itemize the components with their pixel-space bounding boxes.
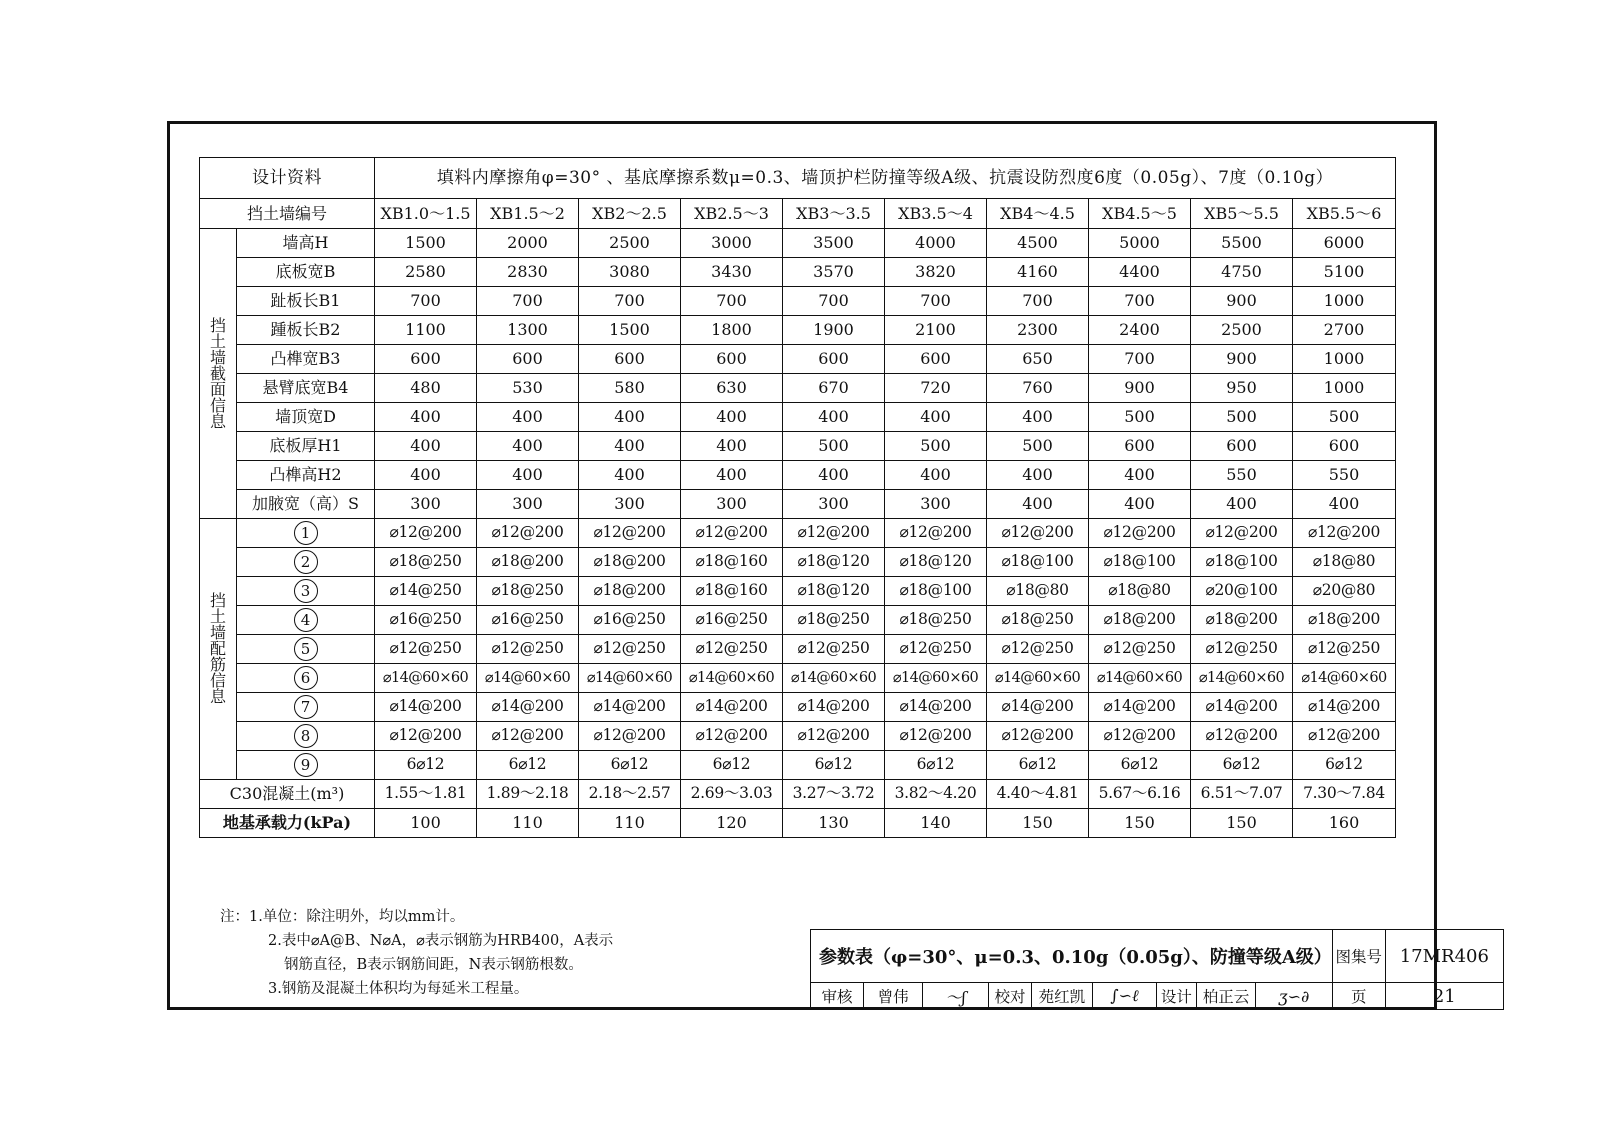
- rebar-cell: ⌀12@200: [1293, 519, 1396, 548]
- value-cell: 700: [1089, 345, 1191, 374]
- value-cell: 5100: [1293, 258, 1396, 287]
- value-cell: 900: [1089, 374, 1191, 403]
- review-label: 审核: [811, 983, 864, 1010]
- rebar-number-cell: [237, 693, 375, 722]
- bearing-cell: 150: [1089, 809, 1191, 838]
- atlas-number: 17MR406: [1385, 930, 1503, 983]
- rebar-cell: ⌀12@250: [1089, 635, 1191, 664]
- concrete-cell: 4.40～4.81: [987, 780, 1089, 809]
- rebar-cell: ⌀16@250: [579, 606, 681, 635]
- value-cell: 400: [885, 403, 987, 432]
- rebar-cell: ⌀14@60×60: [987, 664, 1089, 693]
- value-cell: 600: [1293, 432, 1396, 461]
- rebar-cell: ⌀12@200: [783, 519, 885, 548]
- code-cell: XB4.5～5: [1089, 199, 1191, 229]
- value-cell: 700: [477, 287, 579, 316]
- value-cell: 400: [579, 403, 681, 432]
- concrete-cell: 1.89～2.18: [477, 780, 579, 809]
- rebar-cell: ⌀12@250: [1191, 635, 1293, 664]
- value-cell: 600: [681, 345, 783, 374]
- value-cell: 300: [783, 490, 885, 519]
- rebar-cell: ⌀12@200: [681, 519, 783, 548]
- rebar-cell: ⌀18@250: [987, 606, 1089, 635]
- rebar-number-cell: [237, 606, 375, 635]
- value-cell: 2580: [375, 258, 477, 287]
- value-cell: 5000: [1089, 229, 1191, 258]
- value-cell: 950: [1191, 374, 1293, 403]
- heading-char: 配: [209, 639, 226, 658]
- value-cell: 1000: [1293, 374, 1396, 403]
- design-text: 填料内摩擦角φ=30° 、基底摩擦系数μ=0.3、墙顶护栏防撞等级A级、抗震设防烈度6度（0.05g）、7度（0.10g）: [375, 158, 1396, 199]
- rebar-cell: ⌀12@250: [987, 635, 1089, 664]
- value-cell: 700: [987, 287, 1089, 316]
- rebar-cell: ⌀16@250: [681, 606, 783, 635]
- value-cell: 500: [885, 432, 987, 461]
- rebar-cell: ⌀14@200: [1293, 693, 1396, 722]
- rebar-cell: 6⌀12: [375, 751, 477, 780]
- bearing-cell: 150: [1191, 809, 1293, 838]
- value-cell: 550: [1191, 461, 1293, 490]
- rebar-cell: ⌀12@250: [783, 635, 885, 664]
- value-cell: 1500: [375, 229, 477, 258]
- rebar-number-circle: 4: [294, 608, 318, 632]
- row-label: 悬臂底宽B4: [237, 374, 375, 403]
- rebar-cell: ⌀20@80: [1293, 577, 1396, 606]
- heading-char: 信: [209, 395, 226, 415]
- value-cell: 1000: [1293, 345, 1396, 374]
- row-label: 加腋宽（高）S: [237, 490, 375, 519]
- value-cell: 700: [579, 287, 681, 316]
- rebar-number-cell: [237, 635, 375, 664]
- rebar-cell: ⌀18@200: [579, 548, 681, 577]
- value-cell: 720: [885, 374, 987, 403]
- rebar-cell: ⌀12@200: [477, 519, 579, 548]
- heading-char: 筋: [209, 655, 226, 674]
- value-cell: 650: [987, 345, 1089, 374]
- rebar-cell: 6⌀12: [1293, 751, 1396, 780]
- value-cell: 4400: [1089, 258, 1191, 287]
- value-cell: 400: [477, 432, 579, 461]
- heading-char: 息: [209, 687, 226, 706]
- rebar-cell: ⌀18@100: [987, 548, 1089, 577]
- value-cell: 1500: [579, 316, 681, 345]
- page-label: 页: [1332, 983, 1385, 1010]
- bearing-cell: 130: [783, 809, 885, 838]
- rebar-cell: ⌀18@250: [885, 606, 987, 635]
- rebar-cell: ⌀14@250: [375, 577, 477, 606]
- rebar-cell: ⌀18@250: [783, 606, 885, 635]
- heading-char: 墙: [209, 347, 226, 367]
- value-cell: 500: [1191, 403, 1293, 432]
- value-cell: 400: [579, 461, 681, 490]
- rebar-cell: ⌀16@250: [375, 606, 477, 635]
- value-cell: 580: [579, 374, 681, 403]
- rebar-cell: ⌀18@200: [1191, 606, 1293, 635]
- reviewer-signature: 〜ʃ: [923, 983, 989, 1010]
- value-cell: 3430: [681, 258, 783, 287]
- heading-char: 挡: [209, 591, 226, 610]
- value-cell: 400: [885, 461, 987, 490]
- rebar-cell: ⌀18@160: [681, 577, 783, 606]
- value-cell: 400: [579, 432, 681, 461]
- value-cell: 1100: [375, 316, 477, 345]
- rebar-cell: ⌀12@200: [1191, 722, 1293, 751]
- rebar-number-cell: [237, 751, 375, 780]
- rebar-cell: ⌀14@200: [681, 693, 783, 722]
- value-cell: 4160: [987, 258, 1089, 287]
- value-cell: 400: [681, 432, 783, 461]
- rebar-cell: ⌀18@80: [1089, 577, 1191, 606]
- value-cell: 2700: [1293, 316, 1396, 345]
- rebar-cell: ⌀14@200: [375, 693, 477, 722]
- value-cell: 600: [1191, 432, 1293, 461]
- rebar-cell: ⌀14@200: [579, 693, 681, 722]
- rebar-cell: ⌀18@250: [477, 577, 579, 606]
- rebar-cell: ⌀14@200: [477, 693, 579, 722]
- row-label: 踵板长B2: [237, 316, 375, 345]
- rebar-cell: ⌀18@200: [579, 577, 681, 606]
- note-2b: 钢筋直径，B表示钢筋间距，N表示钢筋根数。: [284, 957, 583, 973]
- value-cell: 480: [375, 374, 477, 403]
- rebar-cell: ⌀12@200: [783, 722, 885, 751]
- rebar-cell: ⌀12@200: [885, 519, 987, 548]
- rebar-cell: 6⌀12: [783, 751, 885, 780]
- rebar-cell: ⌀14@200: [987, 693, 1089, 722]
- value-cell: 2500: [579, 229, 681, 258]
- code-cell: XB3.5～4: [885, 199, 987, 229]
- design-label: 设计资料: [200, 158, 375, 199]
- value-cell: 300: [477, 490, 579, 519]
- rebar-number-circle: 3: [294, 579, 318, 603]
- row-label: 凸榫高H2: [237, 461, 375, 490]
- rebar-cell: 6⌀12: [681, 751, 783, 780]
- rebar-cell: ⌀14@60×60: [1191, 664, 1293, 693]
- row-label: 凸榫宽B3: [237, 345, 375, 374]
- rebar-cell: ⌀12@200: [579, 722, 681, 751]
- rebar-cell: ⌀14@60×60: [1089, 664, 1191, 693]
- value-cell: 1000: [1293, 287, 1396, 316]
- rebar-cell: ⌀18@80: [987, 577, 1089, 606]
- rebar-cell: ⌀14@60×60: [375, 664, 477, 693]
- bearing-cell: 120: [681, 809, 783, 838]
- value-cell: 700: [1089, 287, 1191, 316]
- note-1: 注：1.单位：除注明外，均以mm计。: [220, 909, 465, 925]
- value-cell: 3500: [783, 229, 885, 258]
- code-cell: XB1.5～2: [477, 199, 579, 229]
- value-cell: 600: [1089, 432, 1191, 461]
- rebar-cell: 6⌀12: [885, 751, 987, 780]
- rebar-number-cell: [237, 519, 375, 548]
- title-block: [810, 929, 1504, 1010]
- heading-char: 土: [209, 607, 226, 626]
- value-cell: 400: [783, 403, 885, 432]
- rebar-cell: ⌀18@100: [885, 577, 987, 606]
- rebar-cell: ⌀12@250: [681, 635, 783, 664]
- value-cell: 670: [783, 374, 885, 403]
- rebar-cell: ⌀12@200: [1089, 722, 1191, 751]
- value-cell: 2000: [477, 229, 579, 258]
- value-cell: 4750: [1191, 258, 1293, 287]
- check-label: 校对: [989, 983, 1032, 1010]
- value-cell: 300: [885, 490, 987, 519]
- value-cell: 6000: [1293, 229, 1396, 258]
- rebar-cell: ⌀12@200: [987, 722, 1089, 751]
- bearing-cell: 150: [987, 809, 1089, 838]
- concrete-cell: 6.51～7.07: [1191, 780, 1293, 809]
- value-cell: 700: [783, 287, 885, 316]
- rebar-cell: 6⌀12: [1089, 751, 1191, 780]
- rebar-cell: ⌀18@120: [885, 548, 987, 577]
- value-cell: 3570: [783, 258, 885, 287]
- page-number: 21: [1385, 983, 1503, 1010]
- value-cell: 600: [783, 345, 885, 374]
- rebar-number-circle: 7: [294, 695, 318, 719]
- code-cell: XB1.0～1.5: [375, 199, 477, 229]
- value-cell: 600: [375, 345, 477, 374]
- value-cell: 400: [375, 432, 477, 461]
- rebar-number-cell: [237, 548, 375, 577]
- value-cell: 760: [987, 374, 1089, 403]
- value-cell: 900: [1191, 345, 1293, 374]
- rebar-cell: ⌀18@250: [375, 548, 477, 577]
- rebar-cell: ⌀20@100: [1191, 577, 1293, 606]
- rebar-number-cell: [237, 722, 375, 751]
- value-cell: 2500: [1191, 316, 1293, 345]
- value-cell: 700: [681, 287, 783, 316]
- row-label: 墙高H: [237, 229, 375, 258]
- rebar-cell: ⌀18@200: [1293, 606, 1396, 635]
- rebar-number-cell: [237, 577, 375, 606]
- value-cell: 300: [681, 490, 783, 519]
- bearing-cell: 110: [477, 809, 579, 838]
- bearing-cell: 160: [1293, 809, 1396, 838]
- value-cell: 5500: [1191, 229, 1293, 258]
- concrete-cell: 1.55～1.81: [375, 780, 477, 809]
- rebar-cell: ⌀18@120: [783, 548, 885, 577]
- heading-char: 息: [209, 411, 226, 431]
- rebar-group-heading: [200, 519, 237, 780]
- rebar-cell: ⌀14@60×60: [1293, 664, 1396, 693]
- value-cell: 400: [987, 403, 1089, 432]
- rebar-cell: ⌀12@250: [1293, 635, 1396, 664]
- rebar-cell: ⌀18@80: [1293, 548, 1396, 577]
- value-cell: 400: [987, 461, 1089, 490]
- value-cell: 400: [681, 403, 783, 432]
- value-cell: 1900: [783, 316, 885, 345]
- code-cell: XB2～2.5: [579, 199, 681, 229]
- value-cell: 400: [1089, 490, 1191, 519]
- rebar-cell: ⌀12@250: [477, 635, 579, 664]
- value-cell: 3080: [579, 258, 681, 287]
- value-cell: 600: [477, 345, 579, 374]
- designer-name: 柏正云: [1197, 983, 1256, 1010]
- concrete-cell: 3.82～4.20: [885, 780, 987, 809]
- atlas-label: 图集号: [1332, 930, 1385, 983]
- value-cell: 400: [1089, 461, 1191, 490]
- rebar-number-circle: 5: [294, 637, 318, 661]
- value-cell: 1800: [681, 316, 783, 345]
- value-cell: 3000: [681, 229, 783, 258]
- code-cell: XB5～5.5: [1191, 199, 1293, 229]
- rebar-cell: ⌀14@200: [1089, 693, 1191, 722]
- concrete-cell: 2.69～3.03: [681, 780, 783, 809]
- rebar-number-cell: [237, 664, 375, 693]
- rebar-cell: ⌀12@250: [885, 635, 987, 664]
- rebar-cell: ⌀12@200: [987, 519, 1089, 548]
- rebar-cell: ⌀14@60×60: [783, 664, 885, 693]
- section-group-heading: [200, 229, 237, 519]
- heading-char: 土: [209, 331, 226, 351]
- code-label: 挡土墙编号: [200, 199, 375, 229]
- rebar-number-circle: 2: [294, 550, 318, 574]
- value-cell: 500: [987, 432, 1089, 461]
- value-cell: 400: [375, 461, 477, 490]
- note-3: 3.钢筋及混凝土体积均为每延米工程量。: [268, 981, 529, 997]
- value-cell: 530: [477, 374, 579, 403]
- rebar-cell: ⌀18@100: [1191, 548, 1293, 577]
- bearing-cell: 110: [579, 809, 681, 838]
- rebar-cell: 6⌀12: [987, 751, 1089, 780]
- code-cell: XB5.5～6: [1293, 199, 1396, 229]
- rebar-number-circle: 1: [294, 521, 318, 545]
- bearing-cell: 140: [885, 809, 987, 838]
- rebar-cell: ⌀14@60×60: [579, 664, 681, 693]
- parameter-table: [199, 157, 1396, 838]
- rebar-cell: 6⌀12: [477, 751, 579, 780]
- value-cell: 300: [579, 490, 681, 519]
- row-label: 底板宽B: [237, 258, 375, 287]
- rebar-cell: ⌀18@200: [477, 548, 579, 577]
- reviewer-name: 曾伟: [864, 983, 923, 1010]
- code-cell: XB2.5～3: [681, 199, 783, 229]
- value-cell: 400: [783, 461, 885, 490]
- code-cell: XB4～4.5: [987, 199, 1089, 229]
- value-cell: 2300: [987, 316, 1089, 345]
- code-cell: XB3～3.5: [783, 199, 885, 229]
- value-cell: 400: [477, 403, 579, 432]
- drawing-title: 参数表（φ=30°、μ=0.3、0.10g（0.05g）、防撞等级A级）: [811, 930, 1333, 983]
- row-label: 墙顶宽D: [237, 403, 375, 432]
- row-label: 趾板长B1: [237, 287, 375, 316]
- value-cell: 300: [375, 490, 477, 519]
- value-cell: 700: [885, 287, 987, 316]
- rebar-number-circle: 8: [294, 724, 318, 748]
- value-cell: 400: [477, 461, 579, 490]
- rebar-cell: ⌀18@120: [783, 577, 885, 606]
- value-cell: 500: [1089, 403, 1191, 432]
- rebar-cell: ⌀14@200: [783, 693, 885, 722]
- rebar-cell: 6⌀12: [1191, 751, 1293, 780]
- rebar-cell: ⌀14@200: [1191, 693, 1293, 722]
- rebar-cell: ⌀14@60×60: [885, 664, 987, 693]
- rebar-cell: ⌀18@200: [1089, 606, 1191, 635]
- rebar-cell: ⌀12@200: [1089, 519, 1191, 548]
- rebar-cell: ⌀16@250: [477, 606, 579, 635]
- notes: [220, 905, 613, 1001]
- value-cell: 2400: [1089, 316, 1191, 345]
- value-cell: 500: [1293, 403, 1396, 432]
- value-cell: 4000: [885, 229, 987, 258]
- value-cell: 700: [375, 287, 477, 316]
- rebar-cell: ⌀18@100: [1089, 548, 1191, 577]
- rebar-cell: ⌀12@200: [681, 722, 783, 751]
- rebar-cell: 6⌀12: [579, 751, 681, 780]
- note-2a: 2.表中⌀A@B、N⌀A，⌀表示钢筋为HRB400，A表示: [268, 933, 614, 949]
- rebar-cell: ⌀14@60×60: [477, 664, 579, 693]
- value-cell: 4500: [987, 229, 1089, 258]
- value-cell: 500: [783, 432, 885, 461]
- rebar-cell: ⌀12@200: [477, 722, 579, 751]
- rebar-cell: ⌀12@200: [375, 722, 477, 751]
- rebar-cell: ⌀12@200: [885, 722, 987, 751]
- design-person-label: 设计: [1156, 983, 1196, 1010]
- designer-signature: ʒ∽∂: [1256, 983, 1333, 1010]
- value-cell: 600: [885, 345, 987, 374]
- heading-char: 挡: [209, 315, 226, 335]
- checker-signature: ∫∽ℓ: [1093, 983, 1157, 1010]
- heading-char: 信: [209, 671, 226, 690]
- value-cell: 400: [1191, 490, 1293, 519]
- concrete-cell: 3.27～3.72: [783, 780, 885, 809]
- bearing-cell: 100: [375, 809, 477, 838]
- rebar-number-circle: 9: [294, 753, 318, 777]
- value-cell: 2830: [477, 258, 579, 287]
- value-cell: 600: [579, 345, 681, 374]
- rebar-cell: ⌀12@250: [375, 635, 477, 664]
- value-cell: 900: [1191, 287, 1293, 316]
- heading-char: 面: [209, 379, 226, 399]
- concrete-cell: 7.30～7.84: [1293, 780, 1396, 809]
- heading-char: 截: [209, 363, 226, 383]
- checker-name: 苑红凯: [1031, 983, 1092, 1010]
- value-cell: 400: [987, 490, 1089, 519]
- rebar-cell: ⌀12@200: [375, 519, 477, 548]
- rebar-number-circle: 6: [294, 666, 318, 690]
- rebar-cell: ⌀12@200: [579, 519, 681, 548]
- rebar-cell: ⌀14@200: [885, 693, 987, 722]
- concrete-cell: 5.67～6.16: [1089, 780, 1191, 809]
- value-cell: 400: [681, 461, 783, 490]
- value-cell: 2100: [885, 316, 987, 345]
- rebar-cell: ⌀12@200: [1191, 519, 1293, 548]
- concrete-cell: 2.18～2.57: [579, 780, 681, 809]
- value-cell: 1300: [477, 316, 579, 345]
- rebar-cell: ⌀12@200: [1293, 722, 1396, 751]
- bearing-label: 地基承载力(kPa): [200, 809, 375, 838]
- heading-char: 墙: [209, 623, 226, 642]
- rebar-cell: ⌀18@160: [681, 548, 783, 577]
- value-cell: 550: [1293, 461, 1396, 490]
- concrete-label: C30混凝土(m³): [200, 780, 375, 809]
- rebar-cell: ⌀14@60×60: [681, 664, 783, 693]
- value-cell: 630: [681, 374, 783, 403]
- value-cell: 3820: [885, 258, 987, 287]
- rebar-cell: ⌀12@250: [579, 635, 681, 664]
- value-cell: 400: [375, 403, 477, 432]
- value-cell: 400: [1293, 490, 1396, 519]
- row-label: 底板厚H1: [237, 432, 375, 461]
